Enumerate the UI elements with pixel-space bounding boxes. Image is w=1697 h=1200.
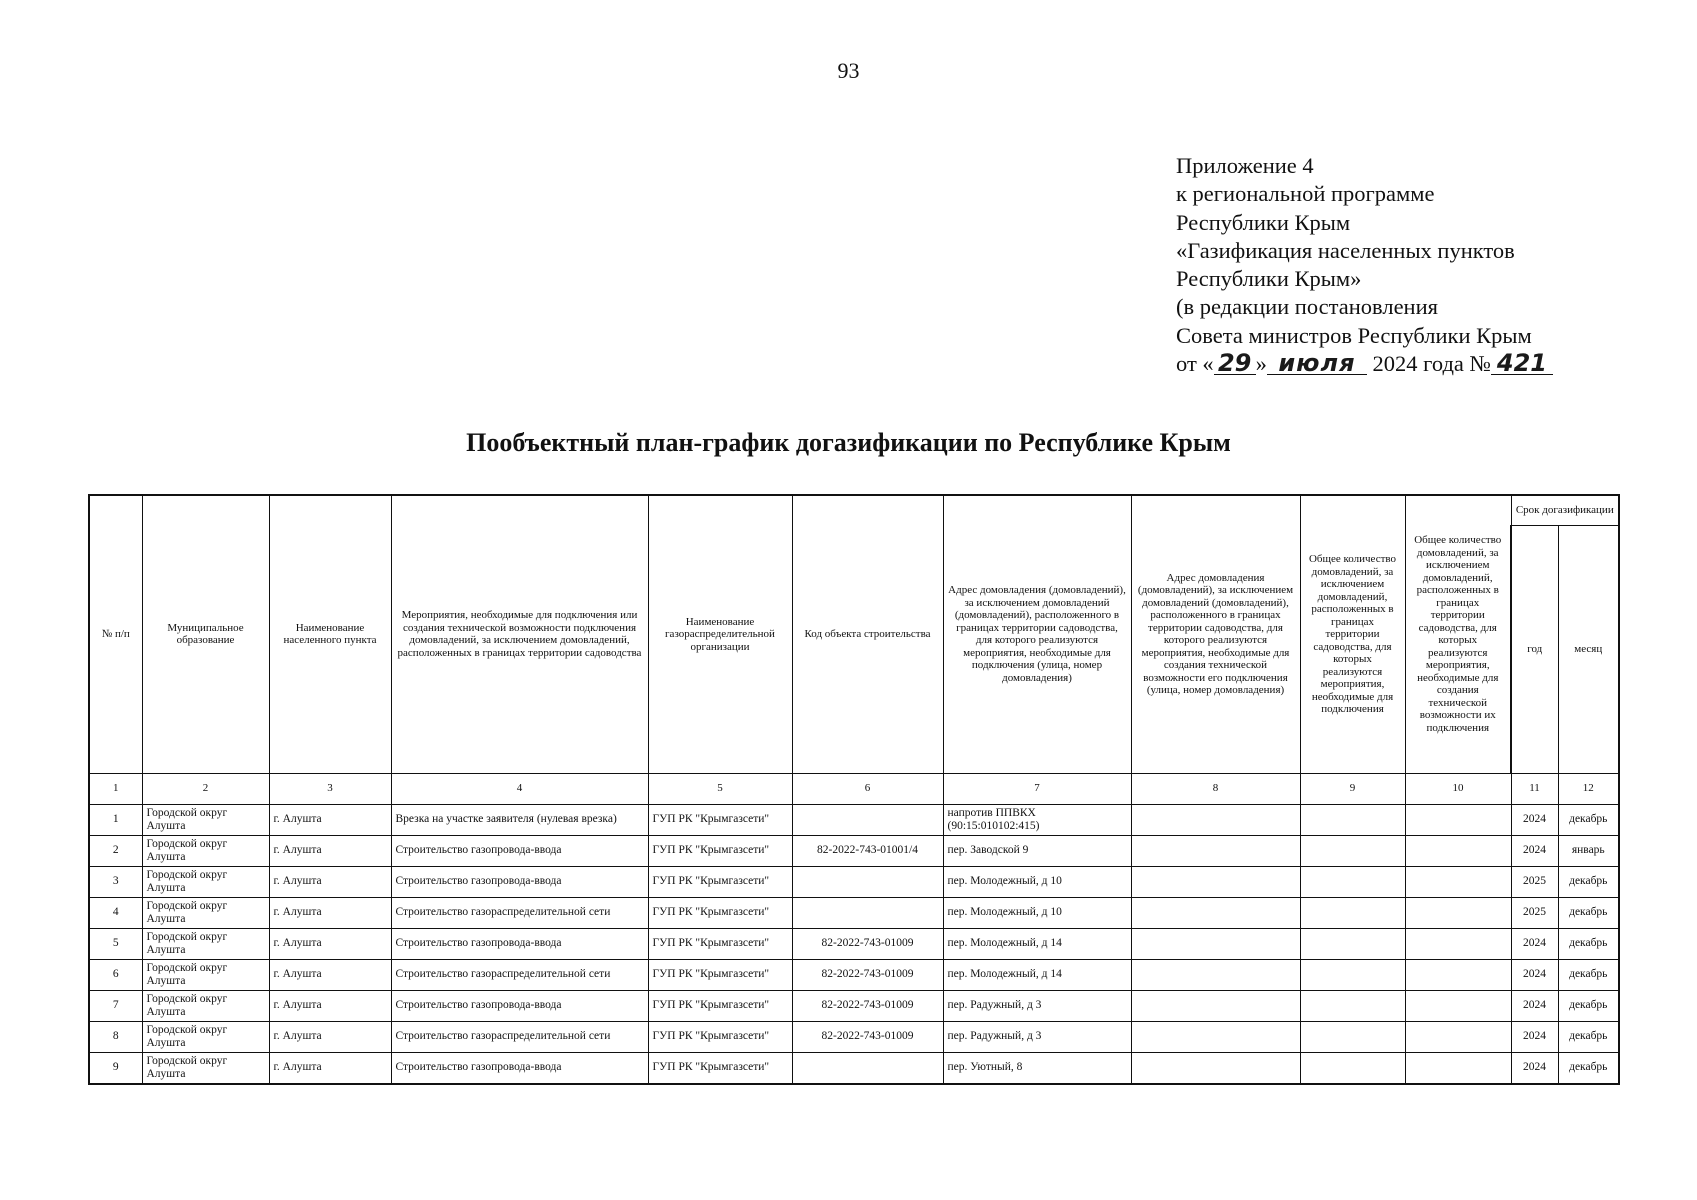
cell-month: декабрь xyxy=(1558,866,1619,897)
cell-month: декабрь xyxy=(1558,1021,1619,1052)
date-mid: » xyxy=(1255,351,1267,377)
cell-address: пер. Уютный, 8 xyxy=(943,1052,1131,1084)
cell-object-code: 82-2022-743-01009 xyxy=(792,959,943,990)
cell-year: 2024 xyxy=(1511,990,1558,1021)
cell-measure: Строительство газораспределительной сети xyxy=(391,897,648,928)
header-number: № п/п xyxy=(89,495,142,773)
cell-address: напротив ППВКХ (90:15:010102:415) xyxy=(943,804,1131,835)
cell-settlement: г. Алушта xyxy=(269,990,391,1021)
header-year: год xyxy=(1511,525,1558,773)
cell-object-code: 82-2022-743-01009 xyxy=(792,928,943,959)
column-number: 1 xyxy=(89,773,142,804)
cell-month: декабрь xyxy=(1558,1052,1619,1084)
cell-measure: Строительство газопровода-ввода xyxy=(391,866,648,897)
column-number: 4 xyxy=(391,773,648,804)
column-number: 12 xyxy=(1558,773,1619,804)
cell-address-capability xyxy=(1131,1052,1300,1084)
cell-total-connection xyxy=(1300,835,1405,866)
cell-total-capability xyxy=(1405,866,1511,897)
cell-total-capability xyxy=(1405,835,1511,866)
header-month: месяц xyxy=(1558,525,1619,773)
cell-organization: ГУП РК "Крымгазсети" xyxy=(648,835,792,866)
cell-address: пер. Радужный, д 3 xyxy=(943,990,1131,1021)
table-row xyxy=(89,866,1619,897)
column-number: 8 xyxy=(1131,773,1300,804)
date-year: 2024 года № xyxy=(1366,351,1491,377)
cell-month: январь xyxy=(1558,835,1619,866)
cell-municipality: Городской округ Алушта xyxy=(142,804,269,835)
cell-month: декабрь xyxy=(1558,804,1619,835)
cell-municipality: Городской округ Алушта xyxy=(142,866,269,897)
cell-total-connection xyxy=(1300,866,1405,897)
cell-address-capability xyxy=(1131,1021,1300,1052)
column-number: 2 xyxy=(142,773,269,804)
cell-object-code xyxy=(792,804,943,835)
cell-number: 6 xyxy=(89,959,142,990)
cell-year: 2024 xyxy=(1511,804,1558,835)
cell-measure: Строительство газораспределительной сети xyxy=(391,959,648,990)
cell-month: декабрь xyxy=(1558,928,1619,959)
appendix-block xyxy=(1176,152,1553,378)
header-address-capability: Адрес домовладения (домовладений), за исключением домовладений (домовладений), расположенного в границах территории садоводства, для которого реализуются мероприятия, необходимые для создания технической возможности его подключения (улица, номер домовладения) xyxy=(1131,495,1300,773)
cell-number: 5 xyxy=(89,928,142,959)
cell-month: декабрь xyxy=(1558,897,1619,928)
cell-measure: Строительство газопровода-ввода xyxy=(391,1052,648,1084)
column-number: 3 xyxy=(269,773,391,804)
cell-measure: Строительство газопровода-ввода xyxy=(391,928,648,959)
cell-number: 9 xyxy=(89,1052,142,1084)
cell-total-connection xyxy=(1300,990,1405,1021)
cell-total-capability xyxy=(1405,897,1511,928)
cell-object-code xyxy=(792,897,943,928)
date-prefix: от « xyxy=(1176,351,1214,377)
cell-municipality: Городской округ Алушта xyxy=(142,897,269,928)
cell-municipality: Городской округ Алушта xyxy=(142,959,269,990)
header-organization: Наименование газораспределительной организации xyxy=(648,495,792,773)
cell-object-code: 82-2022-743-01009 xyxy=(792,1021,943,1052)
cell-year: 2025 xyxy=(1511,866,1558,897)
cell-organization: ГУП РК "Крымгазсети" xyxy=(648,928,792,959)
cell-settlement: г. Алушта xyxy=(269,959,391,990)
cell-total-capability xyxy=(1405,990,1511,1021)
column-number-row xyxy=(89,773,1619,804)
appendix-date-line xyxy=(1176,350,1553,378)
cell-address: пер. Заводской 9 xyxy=(943,835,1131,866)
column-number: 10 xyxy=(1405,773,1511,804)
header-settlement: Наименование населенного пункта xyxy=(269,495,391,773)
cell-total-capability xyxy=(1405,959,1511,990)
cell-municipality: Городской округ Алушта xyxy=(142,835,269,866)
cell-total-connection xyxy=(1300,897,1405,928)
cell-municipality: Городской округ Алушта xyxy=(142,990,269,1021)
cell-object-code: 82-2022-743-01001/4 xyxy=(792,835,943,866)
handwritten-day: 29 xyxy=(1214,352,1256,375)
cell-year: 2024 xyxy=(1511,928,1558,959)
cell-object-code: 82-2022-743-01009 xyxy=(792,990,943,1021)
cell-address-capability xyxy=(1131,959,1300,990)
cell-month: декабрь xyxy=(1558,959,1619,990)
cell-total-connection xyxy=(1300,1021,1405,1052)
cell-settlement: г. Алушта xyxy=(269,835,391,866)
cell-total-connection xyxy=(1300,959,1405,990)
cell-total-capability xyxy=(1405,928,1511,959)
cell-settlement: г. Алушта xyxy=(269,804,391,835)
appendix-line: (в редакции постановления xyxy=(1176,294,1438,320)
table-row xyxy=(89,835,1619,866)
cell-organization: ГУП РК "Крымгазсети" xyxy=(648,897,792,928)
cell-municipality: Городской округ Алушта xyxy=(142,1052,269,1084)
cell-year: 2025 xyxy=(1511,897,1558,928)
cell-object-code xyxy=(792,866,943,897)
cell-municipality: Городской округ Алушта xyxy=(142,928,269,959)
cell-year: 2024 xyxy=(1511,959,1558,990)
column-number: 6 xyxy=(792,773,943,804)
appendix-line: «Газификация населенных пунктов xyxy=(1176,237,1515,263)
column-number: 5 xyxy=(648,773,792,804)
cell-address-capability xyxy=(1131,866,1300,897)
handwritten-month: июля xyxy=(1267,352,1367,375)
cell-organization: ГУП РК "Крымгазсети" xyxy=(648,1052,792,1084)
table-row xyxy=(89,897,1619,928)
header-total-capability: Общее количество домовладений, за исключением домовладений, расположенных в границах территории садоводства, для которых реализуются мероприятия, необходимые для создания технической возможности их подключения xyxy=(1405,495,1511,773)
table-row xyxy=(89,1052,1619,1084)
appendix-line: Совета министров Республики Крым xyxy=(1176,322,1532,348)
header-measures: Мероприятия, необходимые для подключения или создания технической возможности подключения домовладений, за исключением домовладений, расположенных в границах территории садоводства xyxy=(391,495,648,773)
cell-address: пер. Молодежный, д 10 xyxy=(943,897,1131,928)
cell-total-connection xyxy=(1300,804,1405,835)
cell-measure: Строительство газопровода-ввода xyxy=(391,835,648,866)
cell-organization: ГУП РК "Крымгазсети" xyxy=(648,990,792,1021)
cell-address-capability xyxy=(1131,804,1300,835)
table-row xyxy=(89,804,1619,835)
cell-year: 2024 xyxy=(1511,1052,1558,1084)
cell-measure: Врезка на участке заявителя (нулевая врезка) xyxy=(391,804,648,835)
column-number: 11 xyxy=(1511,773,1558,804)
table-row xyxy=(89,990,1619,1021)
cell-number: 7 xyxy=(89,990,142,1021)
cell-organization: ГУП РК "Крымгазсети" xyxy=(648,866,792,897)
cell-address-capability xyxy=(1131,897,1300,928)
cell-organization: ГУП РК "Крымгазсети" xyxy=(648,1021,792,1052)
appendix-line: Республики Крым» xyxy=(1176,266,1362,292)
cell-address: пер. Молодежный, д 14 xyxy=(943,959,1131,990)
appendix-line: Республики Крым xyxy=(1176,209,1351,235)
cell-number: 8 xyxy=(89,1021,142,1052)
cell-total-connection xyxy=(1300,1052,1405,1084)
handwritten-number: 421 xyxy=(1491,352,1553,375)
header-address-connection: Адрес домовладения (домовладений), за исключением домовладений (домовладений), расположенного в границах территории садоводства, для которого реализуются мероприятия, необходимые для подключения (улица, номер домовладения) xyxy=(943,495,1131,773)
cell-settlement: г. Алушта xyxy=(269,866,391,897)
appendix-line: Приложение 4 xyxy=(1176,153,1314,178)
cell-address: пер. Радужный, д 3 xyxy=(943,1021,1131,1052)
cell-total-connection xyxy=(1300,928,1405,959)
cell-address-capability xyxy=(1131,928,1300,959)
cell-month: декабрь xyxy=(1558,990,1619,1021)
cell-measure: Строительство газопровода-ввода xyxy=(391,990,648,1021)
cell-number: 3 xyxy=(89,866,142,897)
cell-address-capability xyxy=(1131,835,1300,866)
appendix-line: к региональной программе xyxy=(1176,181,1435,207)
cell-organization: ГУП РК "Крымгазсети" xyxy=(648,804,792,835)
document-title: Пообъектный план-график догазификации по Республике Крым xyxy=(466,428,1231,457)
cell-address: пер. Молодежный, д 10 xyxy=(943,866,1131,897)
cell-organization: ГУП РК "Крымгазсети" xyxy=(648,959,792,990)
header-total-connection: Общее количество домовладений, за исключением домовладений, расположенных в границах территории садоводства, для которых реализуются мероприятия, необходимые для подключения xyxy=(1300,495,1405,773)
header-deadline: Срок догазификации xyxy=(1511,495,1619,525)
cell-settlement: г. Алушта xyxy=(269,1021,391,1052)
cell-year: 2024 xyxy=(1511,1021,1558,1052)
cell-settlement: г. Алушта xyxy=(269,1052,391,1084)
table-row xyxy=(89,1021,1619,1052)
cell-address: пер. Молодежный, д 14 xyxy=(943,928,1131,959)
table-row xyxy=(89,959,1619,990)
cell-number: 4 xyxy=(89,897,142,928)
cell-municipality: Городской округ Алушта xyxy=(142,1021,269,1052)
schedule-table xyxy=(88,494,1620,1085)
page-number: 93 xyxy=(837,58,860,83)
cell-object-code xyxy=(792,1052,943,1084)
header-municipality: Муниципальное образование xyxy=(142,495,269,773)
cell-measure: Строительство газораспределительной сети xyxy=(391,1021,648,1052)
table-row xyxy=(89,928,1619,959)
cell-number: 1 xyxy=(89,804,142,835)
header-object-code: Код объекта строительства xyxy=(792,495,943,773)
column-number: 7 xyxy=(943,773,1131,804)
cell-address-capability xyxy=(1131,990,1300,1021)
cell-total-capability xyxy=(1405,1052,1511,1084)
cell-settlement: г. Алушта xyxy=(269,897,391,928)
cell-total-capability xyxy=(1405,804,1511,835)
cell-total-capability xyxy=(1405,1021,1511,1052)
cell-year: 2024 xyxy=(1511,835,1558,866)
cell-settlement: г. Алушта xyxy=(269,928,391,959)
column-number: 9 xyxy=(1300,773,1405,804)
cell-number: 2 xyxy=(89,835,142,866)
